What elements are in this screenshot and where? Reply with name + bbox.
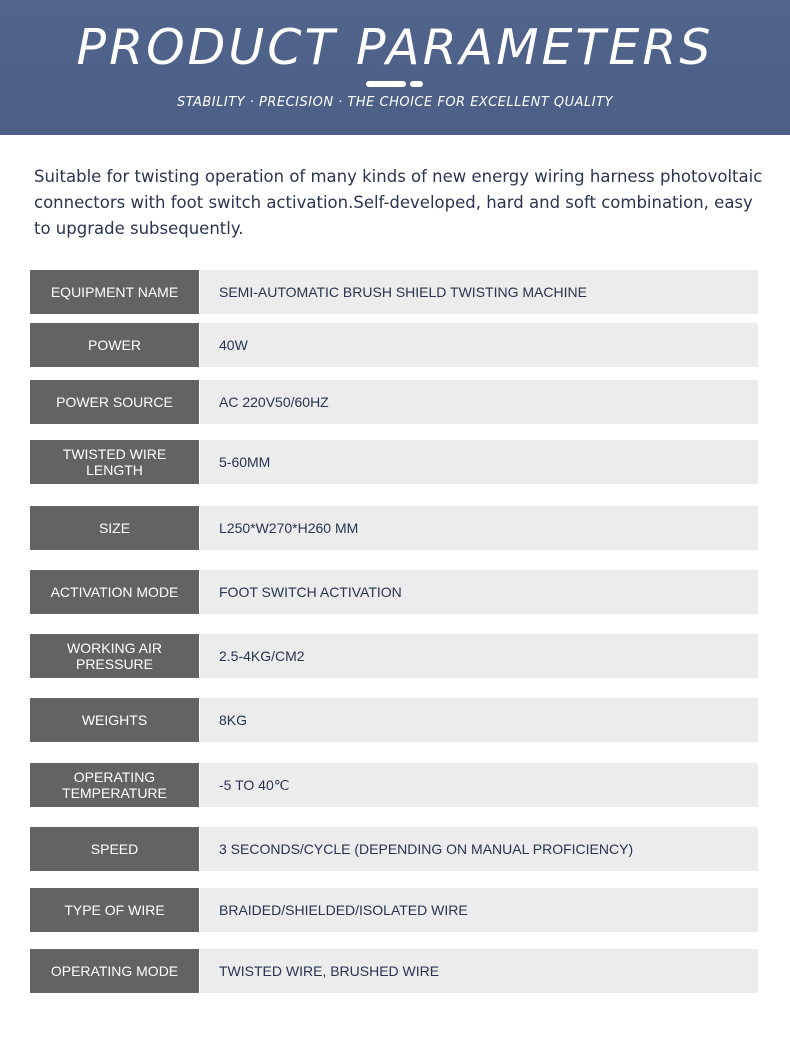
spec-table: [30, 0, 758, 1038]
spec-value: 3 SECONDS/CYCLE (DEPENDING ON MANUAL PROFICIENCY): [200, 827, 758, 871]
spec-label: SPEED: [30, 827, 200, 871]
spec-row-operating-mode: [30, 949, 758, 993]
spec-row-activation-mode: [30, 570, 758, 614]
spec-value: TWISTED WIRE, BRUSHED WIRE: [200, 949, 758, 993]
spec-label: POWER: [30, 323, 200, 367]
spec-row-equipment-name: [30, 270, 758, 314]
spec-value: L250*W270*H260 MM: [200, 506, 758, 550]
spec-value: -5 TO 40℃: [200, 763, 758, 807]
spec-label: ACTIVATION MODE: [30, 570, 200, 614]
spec-label: WORKING AIR PRESSURE: [30, 634, 200, 678]
spec-label: SIZE: [30, 506, 200, 550]
spec-value: BRAIDED/SHIELDED/ISOLATED WIRE: [200, 888, 758, 932]
spec-row-working-air-pressure: [30, 634, 758, 678]
spec-value: SEMI-AUTOMATIC BRUSH SHIELD TWISTING MACHINE: [200, 270, 758, 314]
spec-label: POWER SOURCE: [30, 380, 200, 424]
spec-value: 2.5-4KG/CM2: [200, 634, 758, 678]
spec-value: FOOT SWITCH ACTIVATION: [200, 570, 758, 614]
spec-value: 8KG: [200, 698, 758, 742]
spec-label: OPERATING TEMPERATURE: [30, 763, 200, 807]
spec-row-power-source: [30, 380, 758, 424]
spec-row-operating-temperature: [30, 763, 758, 807]
page-subtitle: STABILITY · PRECISION · THE CHOICE FOR EXCELLENT QUALITY: [177, 95, 613, 110]
spec-label: TWISTED WIRE LENGTH: [30, 440, 200, 484]
spec-row-weights: [30, 698, 758, 742]
spec-row-type-of-wire: [30, 888, 758, 932]
spec-value: 40W: [200, 323, 758, 367]
spec-label: EQUIPMENT NAME: [30, 270, 200, 314]
spec-label: TYPE OF WIRE: [30, 888, 200, 932]
page-title: PRODUCT PARAMETERS: [76, 19, 714, 76]
spec-row-power: [30, 323, 758, 367]
spec-row-size: [30, 506, 758, 550]
spec-label: OPERATING MODE: [30, 949, 200, 993]
spec-row-twisted-wire-length: [30, 440, 758, 484]
spec-value: AC 220V50/60HZ: [200, 380, 758, 424]
spec-row-speed: [30, 827, 758, 871]
intro-paragraph: Suitable for twisting operation of many kinds of new energy wiring harness photovoltaic connectors with foot switch activation.Self-developed, hard and soft combination, easy to upgrade subsequently.: [34, 167, 763, 238]
spec-label: WEIGHTS: [30, 698, 200, 742]
spec-value: 5-60MM: [200, 440, 758, 484]
